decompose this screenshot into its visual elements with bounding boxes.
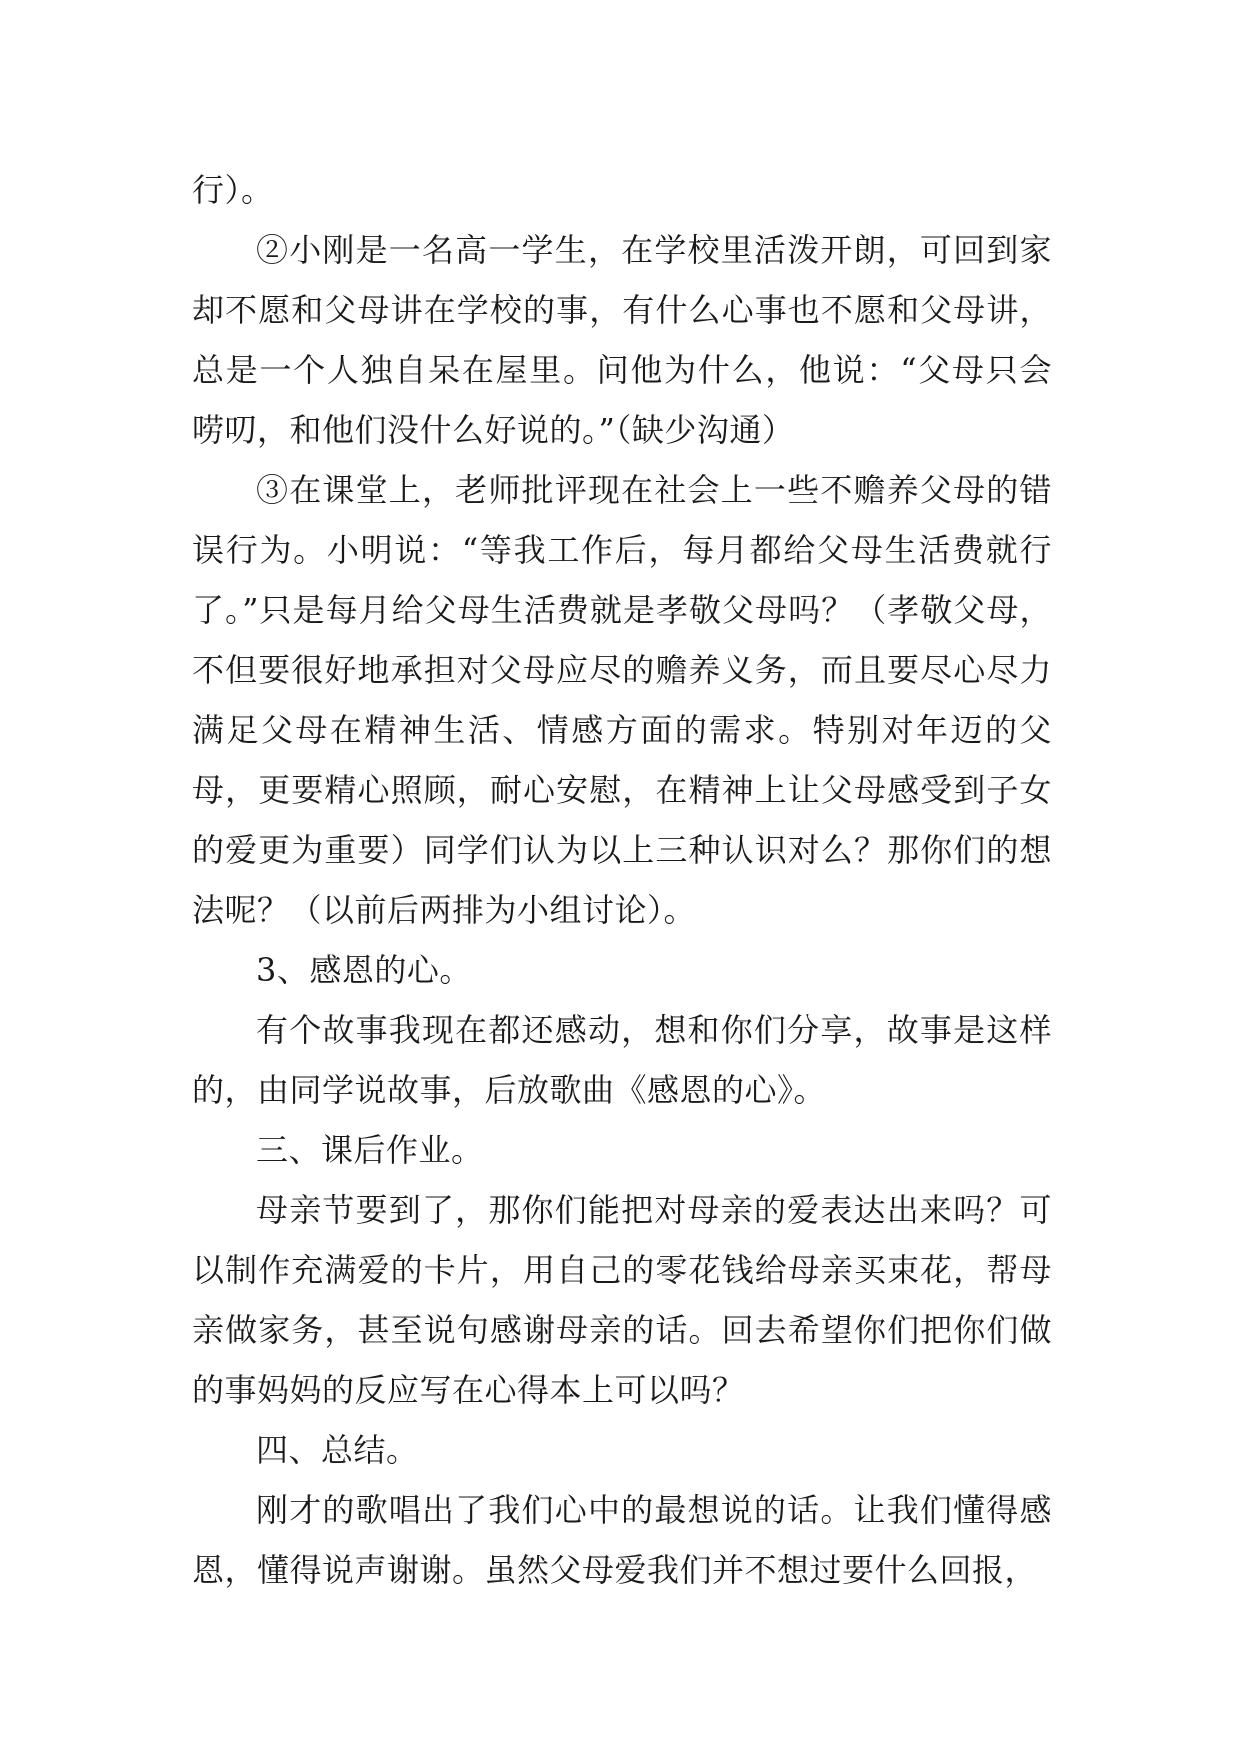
- paragraph-continuation: 行）。: [192, 171, 274, 209]
- paragraph-summary: 刚才的歌唱出了我们心中的最想说的话。让我们懂得感恩，懂得说声谢谢。虽然父母爱我们并不想过要什么回报，: [192, 1491, 1052, 1589]
- paragraph-homework: 母亲节要到了，那你们能把对母亲的爱表达出来吗？可以制作充满爱的卡片，用自己的零花钱给母亲买束花，帮母亲做家务，甚至说句感谢母亲的话。回去希望你们把你们做的事妈妈的反应写在心得本上可以吗？: [192, 1191, 1052, 1409]
- heading-summary: 四、总结。: [256, 1431, 419, 1469]
- paragraph-case-2: ②小刚是一名高一学生，在学校里活泼开朗，可回到家却不愿和父母讲在学校的事，有什么心事也不愿和父母讲，总是一个人独自呆在屋里。问他为什么，他说：“父母只会唠叨，和他们没什么好说的。”（缺少沟通）: [192, 231, 1052, 449]
- heading-homework: 三、课后作业。: [256, 1131, 484, 1169]
- heading-grateful-heart: 3、感恩的心。: [256, 951, 472, 989]
- document-body: [192, 160, 1052, 1600]
- paragraph-case-3: ③在课堂上，老师批评现在社会上一些不赡养父母的错误行为。小明说：“等我工作后，每月都给父母生活费就行了。”只是每月给父母生活费就是孝敬父母吗？（孝敬父母，不但要很好地承担对父母应尽的赡养义务，而且要尽心尽力满足父母在精神生活、情感方面的需求。特别对年迈的父母，更要精心照顾，耐心安慰，在精神上让父母感受到子女的爱更为重要）同学们认为以上三种认识对么？那你们的想法呢？（以前后两排为小组讨论）。: [192, 471, 1052, 929]
- paragraph-story: 有个故事我现在都还感动，想和你们分享，故事是这样的，由同学说故事，后放歌曲《感恩的心》。: [192, 1011, 1052, 1109]
